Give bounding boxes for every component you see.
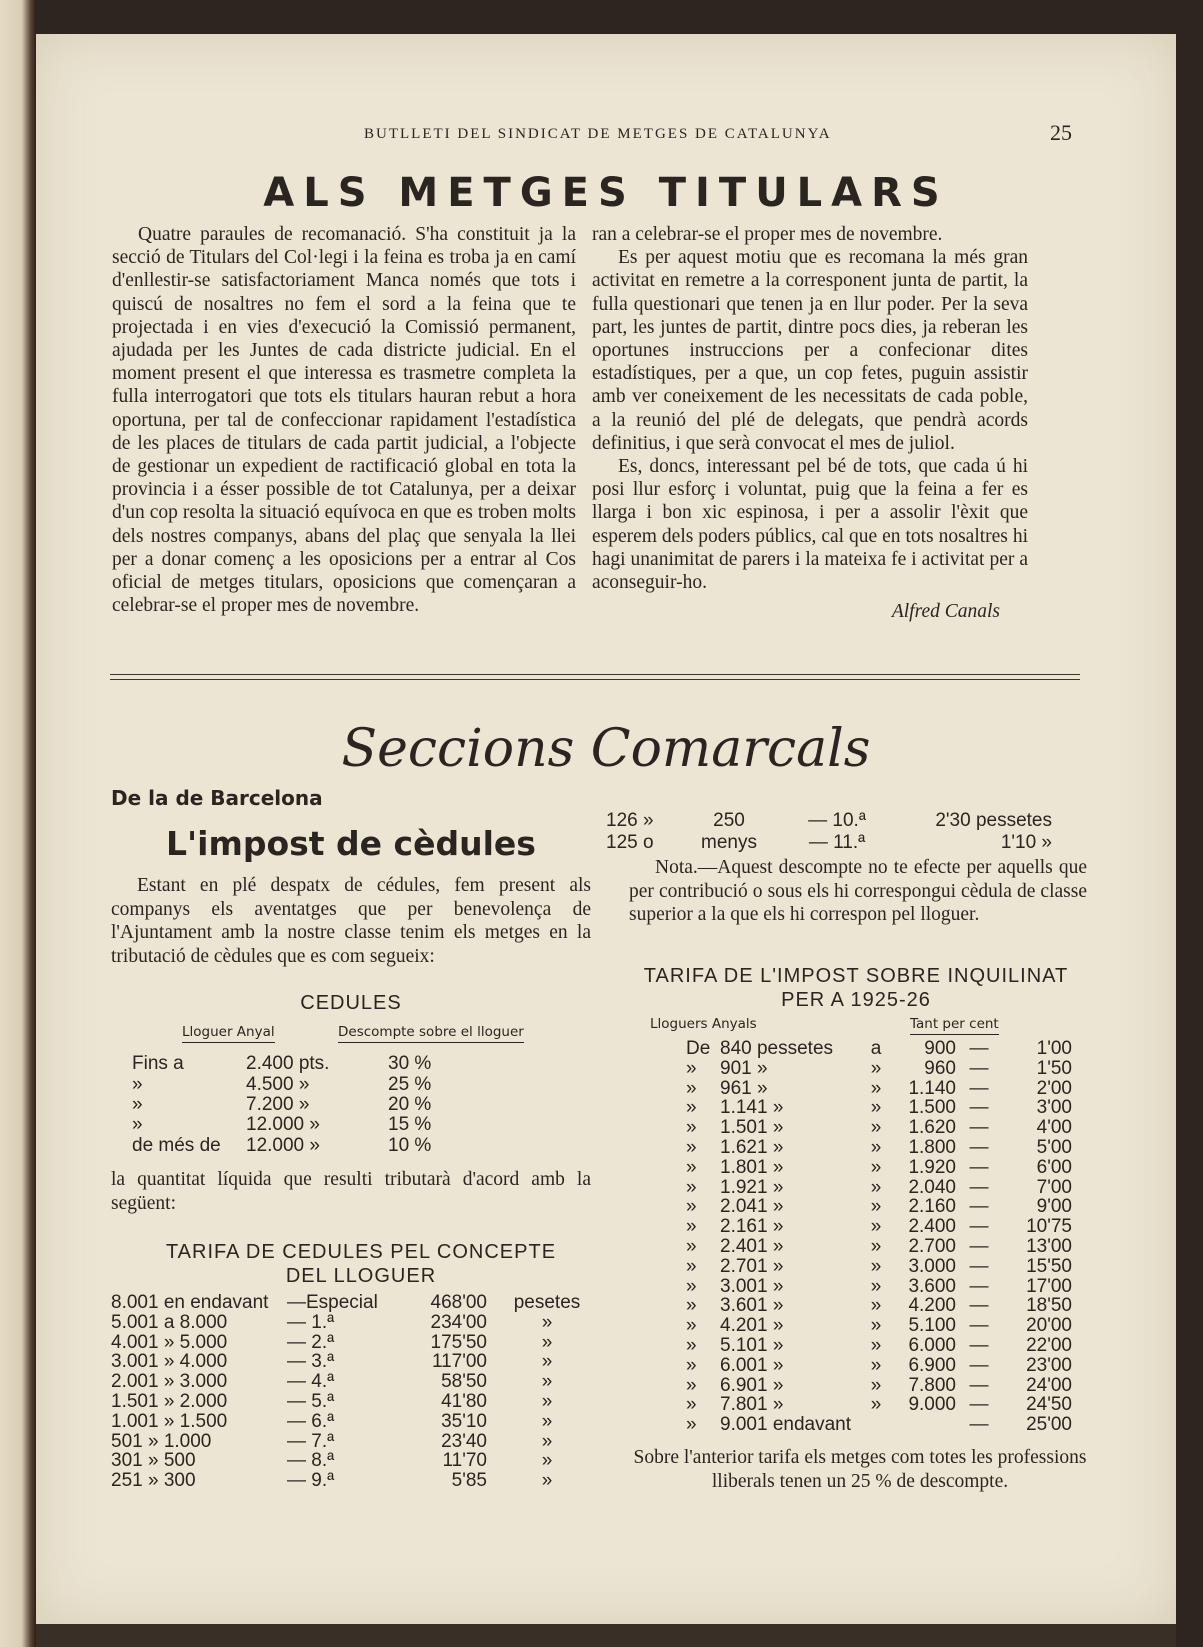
continuation-row-cell: 125 o [606, 832, 654, 853]
inquilinat-row [686, 1296, 1072, 1316]
tarifa-cedules-row-cell: 5.001 a 8.000 [111, 1311, 228, 1333]
inquilinat-row-cell: 24'00 [1026, 1374, 1072, 1396]
inquilinat-row-cell: 18'50 [1026, 1295, 1072, 1317]
inquilinat-row-cell: 3.600 [908, 1275, 956, 1297]
inquilinat-row-cell: » [686, 1315, 697, 1337]
tarifa-cedules-row [111, 1412, 607, 1432]
inquilinat-row-cell: 22'00 [1026, 1335, 1072, 1357]
inquilinat-row-cell: 25'00 [1026, 1414, 1072, 1436]
continuation-row-cell: — 11.ª [808, 832, 866, 853]
tarifa-cedules-row [111, 1432, 607, 1452]
tarifa-cedules-heading: TARIFA DE CEDULES PEL CONCEPTE DEL LLOGUER [165, 1241, 557, 1287]
continuation-row [606, 832, 1052, 854]
inquilinat-row-cell: 4.201 » [720, 1315, 784, 1337]
inquilinat-row-cell: — [969, 1295, 989, 1317]
inquilinat-row-cell: 2.160 [908, 1196, 956, 1218]
inquilinat-row-cell: » [870, 1236, 882, 1258]
tarifa-cedules-row-cell: 11'70 [442, 1450, 487, 1472]
cedules-row [132, 1095, 496, 1115]
inquilinat-row-cell: 2.700 [908, 1236, 956, 1258]
inquilinat-row-cell: » [870, 1057, 882, 1079]
cedules-row-cell: 10 % [388, 1134, 432, 1156]
tarifa-cedules-row-cell: » [541, 1351, 553, 1373]
cedules-row [132, 1115, 496, 1135]
article-left-column [112, 223, 576, 660]
continuation-row-cell: 250 [713, 810, 745, 831]
cedules-row-cell: » [132, 1093, 143, 1115]
inquilinat-row-cell: 900 [924, 1038, 956, 1060]
inquilinat-row-cell: 3.000 [908, 1255, 956, 1277]
inquilinat-row-cell: 6'00 [1036, 1156, 1072, 1178]
tarifa-cedules-row-cell: 1.001 » 1.500 [111, 1410, 228, 1432]
inquilinat-row-cell: — [969, 1117, 989, 1139]
inquilinat-row-cell: 2.041 » [720, 1196, 784, 1218]
inquilinat-row-cell: » [686, 1335, 697, 1357]
inquilinat-row-cell: 2.040 [908, 1176, 956, 1198]
inquilinat-row-cell: » [686, 1374, 697, 1396]
article-signature: Alfred Canals [891, 601, 1000, 623]
nota-text: Nota.—Aquest descompte no te efecte per aquells que per contribució o sous els hi correspongui cèdula de classe superior a la que els hi correspon pel lloguer. [629, 857, 1087, 925]
cedules-row-cell: » [132, 1073, 143, 1095]
inquilinat-row-cell: » [870, 1176, 882, 1198]
inquilinat-row-cell: » [870, 1137, 882, 1159]
inquilinat-row-cell: 1.140 [908, 1077, 956, 1099]
tarifa-cedules-row-cell: » [541, 1371, 553, 1393]
inquilinat-row-cell: 13'00 [1026, 1236, 1072, 1258]
tarifa-cedules-row-cell: 58'50 [441, 1371, 487, 1393]
inquilinat-row [686, 1178, 1072, 1198]
tarifa-cedules-row-cell: —Especial [287, 1292, 378, 1314]
tarifa-cedules-row-cell: 117'00 [431, 1351, 487, 1373]
tarifa-cedules-row-cell: 41'80 [441, 1391, 487, 1413]
inquilinat-row-cell: » [686, 1057, 697, 1079]
article-title: ALS METGES TITULARS [263, 170, 949, 216]
inquilinat-row-cell: » [686, 1354, 697, 1376]
cedules-row-cell: 2.400 pts. [246, 1053, 330, 1075]
running-head: BUTLLETI DEL SINDICAT DE METGES DE CATALUNYA [364, 126, 832, 142]
inquilinat-row-cell: 1.801 » [720, 1156, 784, 1178]
inquilinat-row [686, 1336, 1072, 1356]
tarifa-cedules-row-cell: » [541, 1470, 553, 1492]
inquilinat-row-cell: 1.920 [908, 1156, 956, 1178]
inquilinat-row [686, 1376, 1072, 1396]
tarifa-cedules-row-cell: » [541, 1450, 553, 1472]
inquilinat-row-cell: — [969, 1394, 989, 1416]
continuation-row-cell: menys [701, 832, 757, 853]
inquilinat-row-cell: — [969, 1038, 989, 1060]
inquilinat-row-cell: 24'50 [1026, 1394, 1072, 1416]
tarifa-cedules-row [111, 1392, 607, 1412]
cedules-row [132, 1136, 496, 1156]
inquilinat-row-cell: 3.001 » [720, 1275, 784, 1297]
cedules-row-cell: Fins a [132, 1053, 184, 1075]
cedules-row-cell: 15 % [388, 1114, 432, 1136]
inquilinat-row-cell: 1.620 [908, 1117, 956, 1139]
tarifa-cedules-row [111, 1313, 607, 1333]
cedules-row [132, 1074, 496, 1094]
inquilinat-row-cell: 1.800 [908, 1137, 956, 1159]
inquilinat-row-cell: — [969, 1255, 989, 1277]
inquilinat-row-cell: 2.401 » [720, 1236, 784, 1258]
inquilinat-row-cell: 2'00 [1036, 1077, 1072, 1099]
article-right-paragraph-2: Es per aquest motiu que es recomana la més gran activitat en remetre a la corresponent junta de partit, la fulla questionari que tenen ja en llur poder. Per la seva part, les juntes de partit, dintre pocs dies, ja reberan les oportunes instruccions per a confecionar dites estadístiques, per a que, un cop fetes, puguin assistir amb ver coneixement de les necessitats de cada poble, a la reunió del plé de delegats, que pendrà acords definitius, i que serà convocat el mes de juliol. [592, 247, 1028, 454]
inquilinat-row-cell: 2.400 [908, 1216, 956, 1238]
inquilinat-row-cell: — [969, 1176, 989, 1198]
inquilinat-row [686, 1039, 1072, 1059]
article-right-paragraph-3: Es, doncs, interessant pel bé de tots, que cada ú hi posi llur esforç i voluntat, puig que la feina a fer es llarga i bon xic espinosa, i per a assolir l'èxit que esperem dels poders públics, cal que en tots nosaltres hi hagi unanimitat de parers i la mateixa fe i activitat per a aconseguir-ho. [592, 456, 1028, 594]
inquilinat-row-cell: » [870, 1295, 882, 1317]
inquilinat-row-cell: 4'00 [1036, 1117, 1072, 1139]
tarifa-cedules-row [111, 1471, 607, 1491]
tarifa-cedules-row-cell: 501 » 1.000 [111, 1430, 212, 1452]
inquilinat-row-cell [886, 1415, 956, 1435]
closing-text: Sobre l'anterior tarifa els metges com totes les professions lliberals tenen un 25 % de descompte. [633, 1447, 1087, 1492]
tarifa-cedules-row-cell: 2.001 » 3.000 [111, 1371, 228, 1393]
inquilinat-row-cell: 3'00 [1036, 1097, 1072, 1119]
inquilinat-row-cell: 5'00 [1036, 1137, 1072, 1159]
inquilinat-row-cell: — [969, 1335, 989, 1357]
tarifa-cedules-row-cell: — 4.ª [287, 1371, 335, 1393]
inquilinat-row-cell: 20'00 [1026, 1315, 1072, 1337]
cedules-row-cell: de més de [132, 1134, 221, 1156]
inquilinat-row-cell: 1'00 [1036, 1038, 1072, 1060]
section-divider-bottom [110, 679, 1080, 680]
journal-page [36, 34, 1176, 1624]
inquilinat-row-cell: 6.901 » [720, 1374, 784, 1396]
tarifa-cedules-row-cell: » [541, 1410, 553, 1432]
inquilinat-row-cell: 9.000 [908, 1394, 956, 1416]
inquilinat-row-cell: » [686, 1255, 697, 1277]
continuation-row-cell: 126 » [606, 810, 654, 831]
column-head-lloguers-anyals: Lloguers Anyals [650, 1016, 757, 1032]
tarifa-cedules-row-cell: 234'00 [430, 1311, 487, 1333]
scan-right-edge [1176, 0, 1203, 1647]
inquilinat-row [686, 1356, 1072, 1376]
tarifa-cedules-row-cell: — 5.ª [287, 1391, 335, 1413]
inquilinat-row-cell: 9'00 [1036, 1196, 1072, 1218]
inquilinat-row [686, 1217, 1072, 1237]
nota [629, 856, 1087, 927]
tarifa-cedules-row-cell: — 6.ª [287, 1410, 335, 1432]
inquilinat-row-cell: » [686, 1077, 697, 1099]
inquilinat-row-cell: » [870, 1216, 882, 1238]
inquilinat-table [686, 1039, 1072, 1435]
inquilinat-row-cell: — [969, 1374, 989, 1396]
inquilinat-row-cell: 1.500 [908, 1097, 956, 1119]
article-right-column [592, 223, 1028, 623]
inquilinat-row-cell: » [870, 1117, 882, 1139]
inquilinat-row-cell: 1.501 » [720, 1117, 784, 1139]
inquilinat-row-cell: 7'00 [1036, 1176, 1072, 1198]
inquilinat-row-cell: — [969, 1156, 989, 1178]
inquilinat-row-cell: 960 [924, 1057, 956, 1079]
inquilinat-row-cell: 2.161 » [720, 1216, 784, 1238]
tarifa-cedules-row-cell: 468'00 [430, 1292, 487, 1314]
inquilinat-row-cell: » [870, 1097, 882, 1119]
tarifa-cedules-row-cell: 301 » 500 [111, 1450, 196, 1472]
tarifa-cedules-row-cell: — 3.ª [287, 1351, 335, 1373]
inquilinat-row-cell: » [870, 1156, 882, 1178]
tarifa-cedules-row-cell: 23'40 [441, 1430, 487, 1452]
inquilinat-row-cell: — [969, 1315, 989, 1337]
section-title: Seccions Comarcals [341, 719, 871, 779]
inquilinat-row-cell: » [870, 1335, 882, 1357]
inquilinat-row-cell: — [969, 1216, 989, 1238]
cedules-row-cell: » [132, 1114, 143, 1136]
inquilinat-row-cell: 2.701 » [720, 1255, 784, 1277]
inquilinat-row [686, 1118, 1072, 1138]
tarifa-cedules-row [111, 1333, 607, 1353]
page-number: 25 [1050, 120, 1072, 145]
tarifa-cedules-row-cell: — 2.ª [287, 1331, 335, 1353]
inquilinat-row-cell: » [686, 1216, 697, 1238]
tarifa-cedules-row-cell: 1.501 » 2.000 [111, 1391, 228, 1413]
inquilinat-row-cell: 23'00 [1026, 1354, 1072, 1376]
inquilinat-row [686, 1395, 1072, 1415]
cedules-intro [111, 874, 591, 968]
column-head-tant-per-cent: Tant per cent [910, 1016, 999, 1035]
inquilinat-row-cell: — [969, 1196, 989, 1218]
inquilinat-row-cell: » [870, 1394, 882, 1416]
inquilinat-row [686, 1257, 1072, 1277]
inquilinat-row-cell: 9.001 endavant [720, 1414, 852, 1436]
inquilinat-row-cell: — [969, 1137, 989, 1159]
inquilinat-row-cell: De [686, 1038, 711, 1060]
tarifa-cedules-row [111, 1293, 607, 1313]
inquilinat-row [686, 1059, 1072, 1079]
inquilinat-row [686, 1316, 1072, 1336]
inquilinat-row-cell: » [686, 1236, 697, 1258]
inquilinat-row-cell: » [686, 1137, 697, 1159]
inquilinat-row [686, 1277, 1072, 1297]
inquilinat-row-cell: 17'00 [1026, 1275, 1072, 1297]
tarifa-cedules-row-cell: 4.001 » 5.000 [111, 1331, 228, 1353]
inquilinat-row-cell: 6.900 [908, 1354, 956, 1376]
inquilinat-row-cell: 7.801 » [720, 1394, 784, 1416]
continuation-row [606, 810, 1052, 832]
inquilinat-row-cell: 5.100 [908, 1315, 956, 1337]
cedules-row-cell: 7.200 » [246, 1093, 310, 1115]
inquilinat-row-cell: » [686, 1295, 697, 1317]
tarifa-cedules-row-cell: 5'85 [451, 1470, 487, 1492]
cedules-row-cell: 30 % [388, 1053, 432, 1075]
cedules-article-title: L'impost de cèdules [166, 824, 536, 863]
cedules-table [132, 1054, 496, 1156]
inquilinat-row-cell: — [969, 1236, 989, 1258]
book-spine [0, 0, 36, 1647]
tarifa-cedules-row-cell: — 9.ª [287, 1470, 335, 1492]
inquilinat-row-cell: — [969, 1275, 989, 1297]
continuation-row-cell: 1'10 » [1000, 832, 1052, 853]
inquilinat-row-cell: 6.000 [908, 1335, 956, 1357]
article-left-text: Quatre paraules de recomanació. S'ha constituit ja la secció de Titulars del Col·legi i la feina es troba ja en camí d'enllestir-se satisfactoriament Manca només que tots i quiscú de nosaltres no fem el sord a la feina que te projectada i en vies d'execució la Comissió permanent, ajudada per les Juntes de cada districte judicial. En el moment present el que interessa es trasmetre completa la fulla interrogatori que tots els titulars hauran rebut a hora oportuna, per tal de confeccionar rapidament l'estadística de les places de titulars de cada partit judicial, a l'objecte de gestionar un expedient de ractificació global en tota la provincia i a ésser possible de tot Catalunya, per a deixar d'un cop resolta la situació equívoca en que es troben molts dels nostres companys, abans del plaç que senyala la llei per a donar començ a les oposicions per a entrar al Cos oficial de metges titulars, oposicions que començaran a celebrar-se el proper mes de novembre. [112, 224, 576, 617]
inquilinat-row-cell: » [686, 1097, 697, 1119]
tarifa-cedules-row-cell: — 7.ª [287, 1430, 335, 1452]
section-divider-top [110, 674, 1080, 675]
inquilinat-row-cell: » [870, 1354, 882, 1376]
tarifa-cedules-row-cell: 251 » 300 [111, 1470, 196, 1492]
column-head-descompte: Descompte sobre el lloguer [338, 1024, 524, 1043]
inquilinat-row-cell: — [969, 1057, 989, 1079]
inquilinat-row-cell: — [969, 1097, 989, 1119]
column-head-lloguer: Lloguer Anyal [182, 1024, 275, 1043]
inquilinat-row [686, 1098, 1072, 1118]
inquilinat-row-cell: » [870, 1275, 882, 1297]
tarifa-cedules-row [111, 1352, 607, 1372]
inquilinat-row-cell: » [686, 1196, 697, 1218]
tarifa-cedules-row-cell: » [541, 1391, 553, 1413]
tarifa-cedules-row [111, 1372, 607, 1392]
cedules-row-cell: 12.000 » [246, 1114, 320, 1136]
inquilinat-row-cell: 6.001 » [720, 1354, 784, 1376]
inquilinat-row-cell: » [870, 1374, 882, 1396]
inquilinat-row-cell: 961 » [720, 1077, 768, 1099]
inquilinat-row [686, 1079, 1072, 1099]
inquilinat-row [686, 1158, 1072, 1178]
tarifa-cedules-row-cell: — 1.ª [287, 1311, 335, 1333]
inquilinat-row-cell: 10'75 [1026, 1216, 1072, 1238]
inquilinat-row-cell: » [870, 1196, 882, 1218]
inquilinat-row-cell: 3.601 » [720, 1295, 784, 1317]
tarifa-cedules-row-cell: » [541, 1311, 553, 1333]
inquilinat-row [686, 1138, 1072, 1158]
inquilinat-row-cell: » [686, 1117, 697, 1139]
cedules-row-cell: 20 % [388, 1093, 432, 1115]
inquilinat-row-cell: » [870, 1077, 882, 1099]
section-sub-label: De la de Barcelona [111, 786, 323, 810]
inquilinat-row-cell [866, 1415, 886, 1435]
inquilinat-row-cell: 4.200 [908, 1295, 956, 1317]
inquilinat-row-cell: » [870, 1315, 882, 1337]
inquilinat-row-cell: 7.800 [908, 1374, 956, 1396]
continuation-row-cell: 2'30 pessetes [935, 810, 1052, 831]
inquilinat-row-cell: — [969, 1077, 989, 1099]
inquilinat-row-cell: » [686, 1394, 697, 1416]
tarifa-cedules-table [111, 1293, 607, 1491]
inquilinat-row [686, 1197, 1072, 1217]
cedules-row-cell: 12.000 » [246, 1134, 320, 1156]
tarifa-cedules-row [111, 1451, 607, 1471]
inquilinat-row-cell: 5.101 » [720, 1335, 784, 1357]
cedules-intro-text: Estant en plé despatx de cédules, fem present als companys els aventatges que per benevolença de l'Ajuntament amb la nostre classe tenim els metges en la tributació de cèdules que es com segueix: [111, 875, 591, 967]
tarifa-cedules-row-cell: pesetes [513, 1292, 581, 1314]
inquilinat-row-cell: — [969, 1414, 989, 1436]
inquilinat-row-cell: 901 » [720, 1057, 768, 1079]
continuation-row-cell: — 10.ª [808, 810, 866, 831]
inquilinat-row-cell: » [686, 1156, 697, 1178]
cedules-row [132, 1054, 496, 1074]
inquilinat-row-cell: 1.141 » [720, 1097, 784, 1119]
inquilinat-row-cell: » [686, 1275, 697, 1297]
inquilinat-row-cell: — [969, 1354, 989, 1376]
tarifa-cedules-row-cell: 8.001 en endavant [111, 1292, 269, 1314]
inquilinat-row-cell: 1.621 » [720, 1137, 784, 1159]
tarifa-cedules-row-cell: — 8.ª [287, 1450, 335, 1472]
inquilinat-row-cell: 1'50 [1036, 1057, 1072, 1079]
cedules-row-cell: 4.500 » [246, 1073, 310, 1095]
inquilinat-row [686, 1415, 1072, 1435]
article-right-continuation: ran a celebrar-se el proper mes de novembre. [592, 224, 943, 245]
inquilinat-row-cell: » [686, 1176, 697, 1198]
cedules-row-cell: 25 % [388, 1073, 432, 1095]
tarifa-cedules-row-cell: » [541, 1331, 553, 1353]
inquilinat-row-cell: » [870, 1255, 882, 1277]
closing-note [632, 1446, 1088, 1493]
tarifa-cedules-row-cell: 175'50 [430, 1331, 487, 1353]
inquilinat-row-cell: a [870, 1038, 882, 1060]
inquilinat-row-cell: » [686, 1414, 697, 1436]
inquilinat-row-cell: 1.921 » [720, 1176, 784, 1198]
scan-top-edge [36, 0, 1176, 34]
inquilinat-row [686, 1237, 1072, 1257]
after-table-text [111, 1168, 591, 1215]
tarifa-cedules-row-cell: 35'10 [441, 1410, 487, 1432]
cedules-continuation-table [606, 810, 1052, 854]
inquilinat-row-cell: 840 pessetes [720, 1038, 834, 1060]
tarifa-cedules-row-cell: 3.001 » 4.000 [111, 1351, 228, 1373]
inquilinat-row-cell: 15'50 [1026, 1255, 1072, 1277]
tarifa-cedules-row-cell: » [541, 1430, 553, 1452]
cedules-heading: CEDULES [300, 992, 402, 1014]
tarifa-inquilinat-heading: TARIFA DE L'IMPOST SOBRE INQUILINAT PER A 1925-26 [643, 965, 1069, 1011]
after-table-paragraph: la quantitat líquida que resulti tributarà d'acord amb la següent: [111, 1169, 591, 1214]
